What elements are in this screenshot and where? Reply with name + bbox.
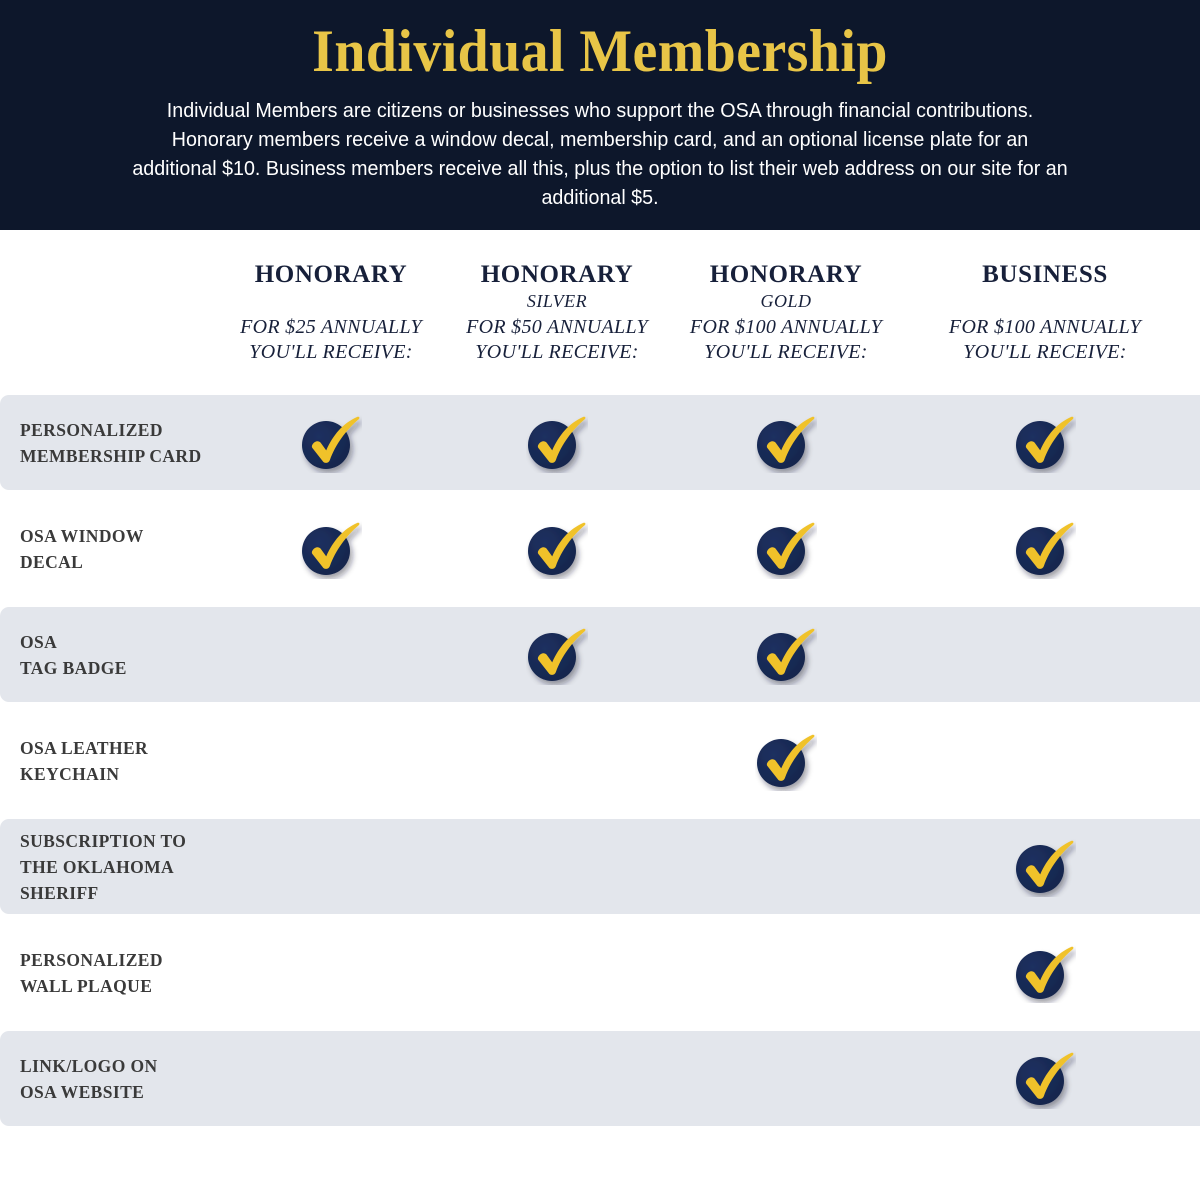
check-circle-icon bbox=[300, 519, 362, 579]
table-row bbox=[0, 501, 1200, 596]
check-circle-icon bbox=[1014, 1049, 1076, 1109]
column-header-row bbox=[0, 230, 1200, 395]
row-label bbox=[20, 1031, 235, 1126]
check-circle-icon bbox=[300, 413, 362, 473]
benefit-cell-honorary bbox=[281, 713, 381, 808]
row-label-line: PERSONALIZED bbox=[20, 419, 163, 440]
column-receive-label: YOU'LL RECEIVE: bbox=[963, 341, 1127, 363]
row-label-line: OSA bbox=[20, 631, 58, 652]
table-row bbox=[0, 607, 1200, 702]
column-header-honorary_gold bbox=[646, 230, 926, 365]
table-row bbox=[0, 713, 1200, 808]
benefit-cell-honorary_gold bbox=[736, 607, 836, 702]
table-row bbox=[0, 819, 1200, 914]
row-label-line: OSA WEBSITE bbox=[20, 1081, 145, 1102]
column-tier-sublabel: GOLD bbox=[760, 291, 812, 311]
benefit-cell-honorary_silver bbox=[507, 395, 607, 490]
benefit-cell-empty bbox=[281, 925, 381, 1020]
benefit-cell-empty bbox=[995, 713, 1095, 808]
column-tier-label: HONORARY bbox=[480, 261, 634, 288]
benefit-cell-business bbox=[995, 607, 1095, 702]
column-price-label: FOR $100 ANNUALLY bbox=[689, 316, 883, 338]
row-label bbox=[20, 501, 235, 596]
check-circle-icon bbox=[526, 413, 588, 473]
row-label-line: SHERIFF bbox=[20, 882, 99, 903]
row-label-line: TAG BADGE bbox=[20, 657, 127, 678]
column-receive-label: YOU'LL RECEIVE: bbox=[249, 341, 413, 363]
row-label-line: KEYCHAIN bbox=[20, 763, 120, 784]
row-label-line: DECAL bbox=[20, 551, 84, 572]
benefit-cell-empty bbox=[507, 819, 607, 914]
column-receive-label: YOU'LL RECEIVE: bbox=[475, 341, 639, 363]
benefit-cell-business bbox=[995, 713, 1095, 808]
row-label-line: PERSONALIZED bbox=[20, 949, 163, 970]
benefits-table bbox=[0, 395, 1200, 1137]
benefit-cell-honorary bbox=[281, 395, 381, 490]
table-row bbox=[0, 925, 1200, 1020]
page-title: Individual Membership bbox=[312, 18, 888, 84]
row-label bbox=[20, 925, 235, 1020]
row-label-line: OSA LEATHER bbox=[20, 737, 149, 758]
table-row bbox=[0, 1031, 1200, 1126]
column-tier-sublabel: SILVER bbox=[526, 291, 588, 311]
benefit-cell-empty bbox=[281, 607, 381, 702]
benefit-cell-honorary_silver bbox=[507, 819, 607, 914]
benefit-cell-honorary_silver bbox=[507, 607, 607, 702]
benefit-cell-business bbox=[995, 1031, 1095, 1126]
column-tier-label: HONORARY bbox=[709, 261, 863, 288]
benefit-cell-empty bbox=[281, 819, 381, 914]
benefit-cell-empty bbox=[995, 607, 1095, 702]
row-label bbox=[20, 819, 235, 914]
benefit-cell-honorary_gold bbox=[736, 395, 836, 490]
row-label-line: SUBSCRIPTION TO bbox=[20, 830, 187, 851]
benefit-cell-honorary_gold bbox=[736, 819, 836, 914]
page-header-band bbox=[0, 0, 1200, 230]
column-receive-label: YOU'LL RECEIVE: bbox=[704, 341, 868, 363]
benefit-cell-honorary_silver bbox=[507, 925, 607, 1020]
benefit-cell-honorary_gold bbox=[736, 713, 836, 808]
column-price-label: FOR $25 ANNUALLY bbox=[240, 316, 422, 338]
benefit-cell-empty bbox=[507, 925, 607, 1020]
benefit-cell-honorary_gold bbox=[736, 501, 836, 596]
row-label bbox=[20, 607, 235, 702]
check-circle-icon bbox=[526, 519, 588, 579]
benefit-cell-empty bbox=[736, 925, 836, 1020]
row-label-line: OSA WINDOW bbox=[20, 525, 144, 546]
page-description: Individual Members are citizens or businesses who support the OSA through financial contributions. Honorary members receive a window decal, membership card, and an optional license plate for an additional $10. Business members receive all this, plus the option to list their web address on our site for an additional $5. bbox=[132, 99, 1068, 209]
table-row bbox=[0, 395, 1200, 490]
benefit-cell-honorary bbox=[281, 501, 381, 596]
check-circle-icon bbox=[755, 413, 817, 473]
column-tier-label: BUSINESS bbox=[982, 261, 1108, 288]
benefit-cell-honorary bbox=[281, 925, 381, 1020]
column-header-business bbox=[905, 230, 1185, 365]
benefit-cell-business bbox=[995, 395, 1095, 490]
check-circle-icon bbox=[1014, 943, 1076, 1003]
check-circle-icon bbox=[1014, 837, 1076, 897]
benefit-cell-business bbox=[995, 501, 1095, 596]
check-circle-icon bbox=[526, 625, 588, 685]
check-circle-icon bbox=[1014, 413, 1076, 473]
check-circle-icon bbox=[755, 731, 817, 791]
benefit-cell-empty bbox=[736, 819, 836, 914]
benefit-cell-honorary bbox=[281, 819, 381, 914]
row-label-line: WALL PLAQUE bbox=[20, 975, 153, 996]
row-label-line: THE OKLAHOMA bbox=[20, 856, 175, 877]
column-price-label: FOR $100 ANNUALLY bbox=[948, 316, 1142, 338]
benefit-cell-honorary_gold bbox=[736, 1031, 836, 1126]
benefit-cell-honorary bbox=[281, 1031, 381, 1126]
benefit-cell-honorary_silver bbox=[507, 501, 607, 596]
benefit-cell-honorary_silver bbox=[507, 1031, 607, 1126]
column-tier-sublabel bbox=[905, 290, 1185, 312]
benefit-cell-business bbox=[995, 925, 1095, 1020]
benefit-cell-empty bbox=[281, 1031, 381, 1126]
benefit-cell-honorary_gold bbox=[736, 925, 836, 1020]
check-circle-icon bbox=[755, 519, 817, 579]
benefit-cell-empty bbox=[507, 713, 607, 808]
row-label bbox=[20, 395, 235, 490]
check-circle-icon bbox=[755, 625, 817, 685]
check-circle-icon bbox=[1014, 519, 1076, 579]
row-label bbox=[20, 713, 235, 808]
benefit-cell-honorary bbox=[281, 607, 381, 702]
benefit-cell-empty bbox=[736, 1031, 836, 1126]
column-tier-label: HONORARY bbox=[254, 261, 408, 288]
column-price-label: FOR $50 ANNUALLY bbox=[466, 316, 648, 338]
benefit-cell-empty bbox=[281, 713, 381, 808]
row-label-line: MEMBERSHIP CARD bbox=[20, 445, 202, 466]
row-label-line: LINK/LOGO ON bbox=[20, 1055, 158, 1076]
benefit-cell-empty bbox=[507, 1031, 607, 1126]
benefit-cell-honorary_silver bbox=[507, 713, 607, 808]
benefit-cell-business bbox=[995, 819, 1095, 914]
